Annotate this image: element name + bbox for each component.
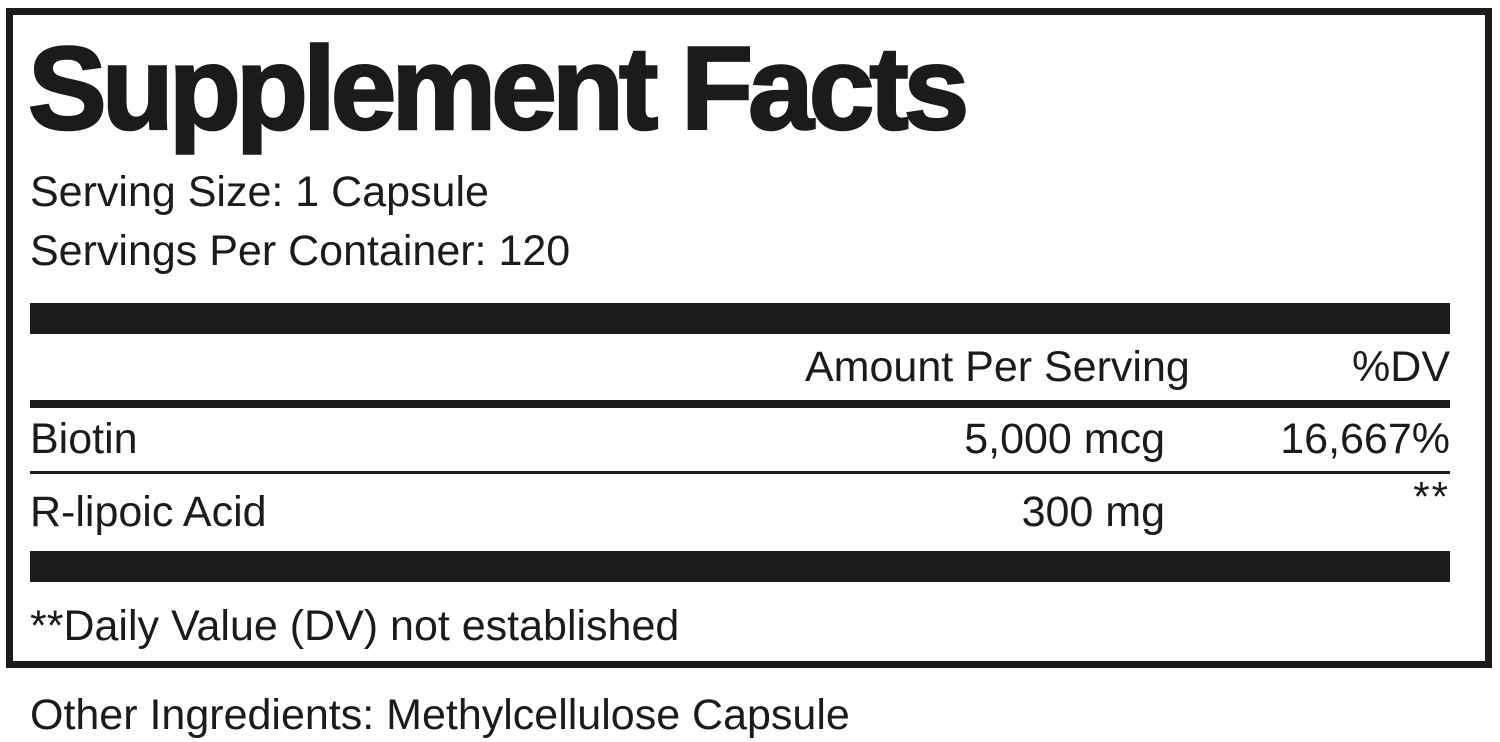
other-ingredients-line: Other Ingredients: Methylcellulose Capsule bbox=[30, 691, 850, 739]
nutrient-dv: 16,667% bbox=[1280, 415, 1450, 464]
table-header-row bbox=[30, 334, 1450, 400]
nutrient-name: Biotin bbox=[30, 415, 138, 464]
divider-thick-top bbox=[30, 303, 1450, 334]
header-percent-dv: %DV bbox=[1352, 342, 1450, 391]
nutrient-amount: 5,000 mcg bbox=[964, 415, 1165, 464]
divider-medium bbox=[30, 400, 1450, 408]
supplement-facts-panel bbox=[6, 8, 1492, 668]
nutrient-amount: 300 mg bbox=[1021, 488, 1165, 537]
nutrient-name: R-lipoic Acid bbox=[30, 488, 267, 537]
table-row-biotin bbox=[30, 408, 1450, 471]
serving-info bbox=[30, 163, 1450, 280]
divider-thick-bottom bbox=[30, 551, 1450, 582]
table-row-r-lipoic-acid bbox=[30, 474, 1450, 551]
dv-not-established-asterisks: ** bbox=[1413, 473, 1450, 521]
daily-value-footnote: **Daily Value (DV) not established bbox=[30, 602, 680, 651]
serving-size-line: Serving Size: 1 Capsule bbox=[30, 168, 489, 217]
header-amount-per-serving: Amount Per Serving bbox=[805, 342, 1190, 391]
supplement-facts-title: Supplement Facts bbox=[28, 23, 965, 155]
nutrient-dv bbox=[1165, 473, 1450, 537]
servings-per-container-line: Servings Per Container: 120 bbox=[30, 226, 571, 275]
